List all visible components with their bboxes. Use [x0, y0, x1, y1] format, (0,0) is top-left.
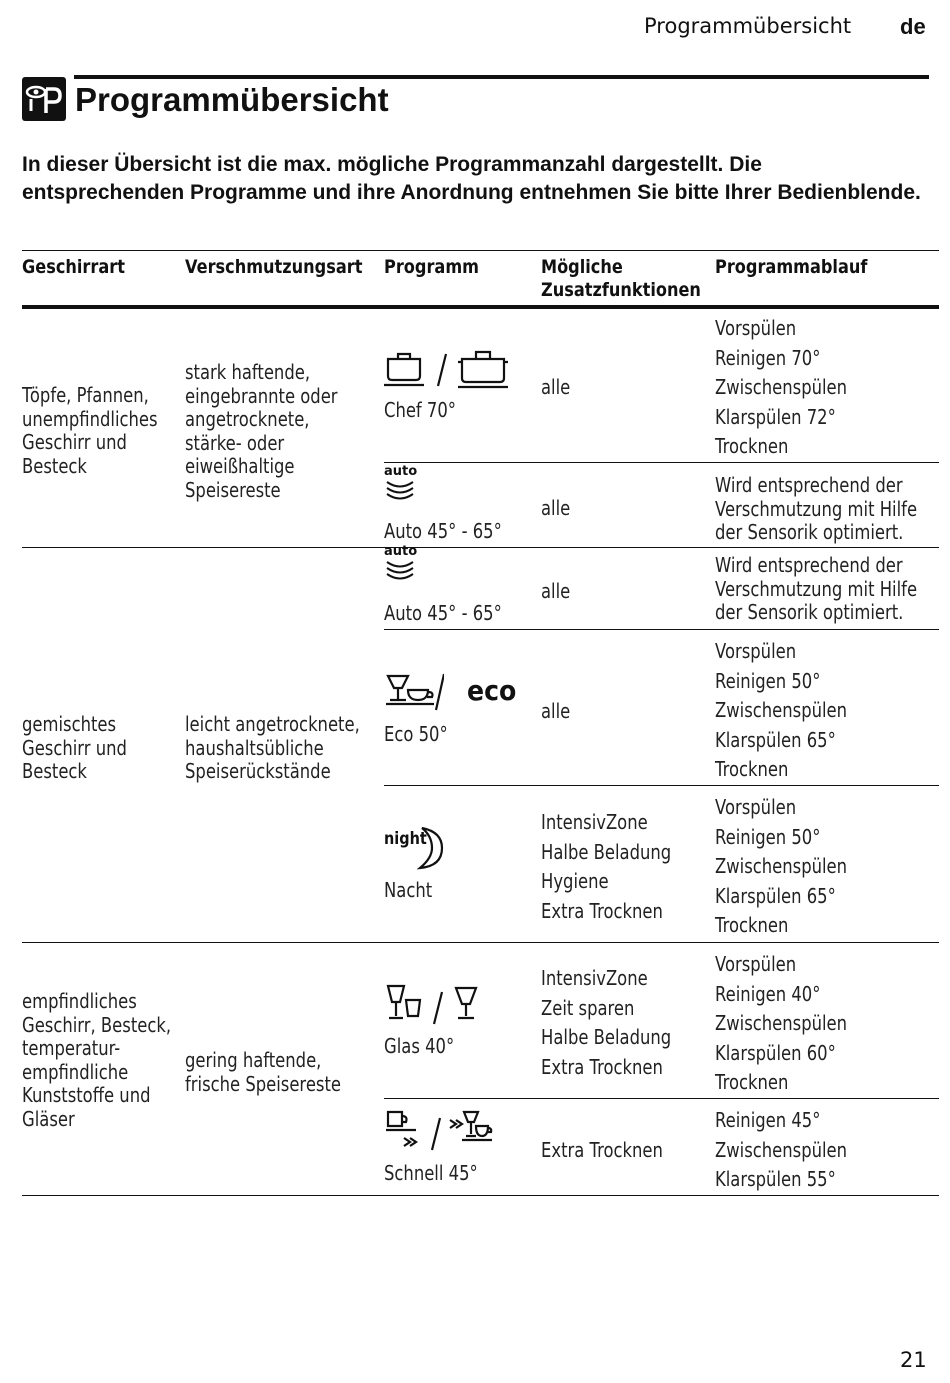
table-top-rule	[22, 250, 939, 251]
auto-icon: auto	[384, 545, 418, 583]
program-extras: IntensivZone Halbe Beladung Hygiene Extra Trocknen	[541, 810, 672, 923]
row-rule-3	[384, 629, 939, 630]
program-extras: alle	[541, 496, 571, 520]
col-header-flow: Programmablauf	[715, 256, 868, 278]
language-tag: de	[900, 14, 926, 39]
table-bottom-rule	[22, 1195, 939, 1196]
row-rule-1	[384, 462, 939, 463]
program-flow: Reinigen 45° Zwischenspülen Klarspülen 55°	[715, 1108, 848, 1191]
dish-type-3: empfindliches Geschirr, Besteck, temperatur-empfindliche Kunststoffe und Gläser	[22, 989, 172, 1131]
program-name: Glas 40°	[384, 1034, 455, 1058]
auto-icon: auto	[384, 465, 418, 503]
program-overview-icon	[22, 77, 66, 121]
glass-icon	[384, 982, 484, 1026]
group-rule-2	[22, 942, 939, 943]
program-flow: Vorspülen Reinigen 40° Zwischenspülen Klarspülen 60° Trocknen	[715, 952, 848, 1094]
program-extras: alle	[541, 375, 571, 399]
eco-icon	[384, 670, 444, 714]
soil-type-3: gering haftende, frische Speisereste	[185, 1048, 341, 1096]
col-header-program: Programm	[384, 256, 479, 278]
program-extras: Extra Trocknen	[541, 1138, 663, 1162]
night-icon: night	[384, 826, 448, 870]
program-name: Chef 70°	[384, 398, 456, 422]
program-name: Eco 50°	[384, 722, 448, 746]
program-flow: Vorspülen Reinigen 50° Zwischenspülen Klarspülen 65° Trocknen	[715, 795, 848, 937]
col-header-dish: Geschirrart	[22, 256, 125, 278]
program-flow: Wird entsprechend der Verschmutzung mit Hilfe der Sensorik optimiert.	[715, 553, 918, 624]
program-name: Auto 45° - 65°	[384, 519, 502, 543]
program-flow: Vorspülen Reinigen 50° Zwischenspülen Klarspülen 65° Trocknen	[715, 639, 848, 781]
program-extras: alle	[541, 699, 571, 723]
intro-text: In dieser Übersicht ist die max. mögliche Programmanzahl dargestellt. Die entsprechenden Programme und ihre Anordnung entnehmen Sie bitte Ihrer Bedienblende.	[22, 153, 921, 204]
program-name: Auto 45° - 65°	[384, 601, 502, 625]
program-name: Schnell 45°	[384, 1161, 478, 1185]
table-header-rule	[22, 305, 939, 309]
running-header: Programmübersicht	[644, 14, 852, 38]
quick-icon	[384, 1108, 494, 1152]
dish-type-2: gemischtes Geschirr und Besteck	[22, 712, 127, 783]
soil-type-1: stark haftende, eingebrannte oder angetrocknete, stärke- oder eiweißhaltige Speisereste	[185, 360, 338, 502]
program-extras: alle	[541, 579, 571, 603]
page-number: 21	[900, 1348, 927, 1372]
program-extras: IntensivZone Zeit sparen Halbe Beladung Extra Trocknen	[541, 966, 672, 1079]
page-title: Programmübersicht	[75, 81, 389, 118]
pot-icon	[384, 346, 514, 390]
title-rule	[74, 75, 929, 79]
program-flow: Vorspülen Reinigen 70° Zwischenspülen Klarspülen 72° Trocknen	[715, 316, 848, 458]
soil-type-2: leicht angetrocknete, haushaltsübliche Speiserückstände	[185, 712, 360, 783]
group-rule-1	[22, 547, 939, 548]
col-header-soil: Verschmutzungsart	[185, 256, 363, 278]
eco-label: eco	[467, 674, 517, 707]
program-name: Nacht	[384, 878, 433, 902]
program-flow: Wird entsprechend der Verschmutzung mit Hilfe der Sensorik optimiert.	[715, 473, 918, 544]
dish-type-1: Töpfe, Pfannen, unempfindliches Geschirr und Besteck	[22, 383, 158, 478]
row-rule-6	[384, 1098, 939, 1099]
row-rule-4	[384, 785, 939, 786]
col-header-extras: Mögliche Zusatzfunktionen	[541, 256, 701, 301]
